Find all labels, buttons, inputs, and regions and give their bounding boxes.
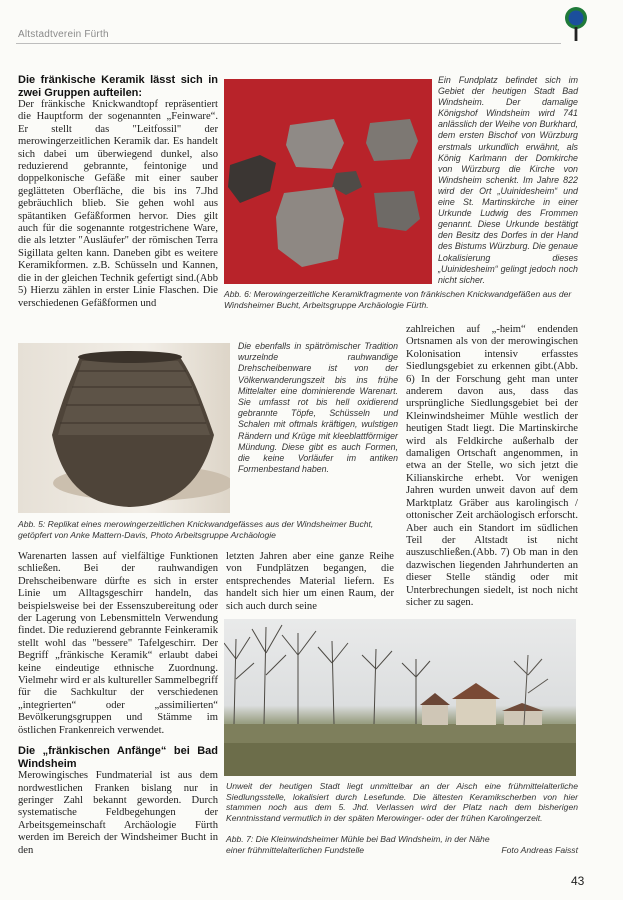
section-1 bbox=[18, 74, 218, 310]
society-logo-icon bbox=[563, 6, 589, 42]
figure-7-photo bbox=[224, 619, 576, 776]
figure-7-note: Unweit der heutigen Stadt liegt unmittelbar an der Aisch eine frühmittelalterliche Siedlungsstelle, lokalisiert durch Lesefunde. Die ältesten Keramikscherben von hier stammen noch aus dem 5. Jhd. Verlassen wird der Platz nach dem bisherigen Kenntnisstand vermutlich in der späten Merowinger- oder der frühen Karolingerzeit. bbox=[226, 781, 578, 823]
section-1-heading: Die fränkische Keramik lässt sich in zwei Gruppen aufteilen: bbox=[18, 74, 218, 99]
right-column-text: zahlreichen auf „-heim“ endenden Ortsnamen als von der merowingischen Kolonisation intensiv erfasstes Siedlungsgebiet zu erkennen gibt.(Abb. 6) In der Forschung geht man unter anderem davon aus, dass das ursprüngliche Siedlungsgebiet bei der Kleinwindsheimer Mühle westlich der heutigen Stadt liegt. Die Martinskirche wird als Feldkirche außerhalb der damaligen Ortschaft angenommen, in etwa an der Stelle, wo sich jetzt die Kilianskirche erhebt. Vor wenigen Jahren wurden unweit davon auf dem Marktplatz Gräber aus karolingisch / ottonischer Zeit archäologisch erforscht. Aber auch ein Standort im südlichen Teil der Altstadt ist nicht auszuschließen.(Abb. 7) Ob man in den dazwischen liegenden Jahrhunderten an dieser Stelle ständig oder mit Unterbrechungen siedelt, ist noch nicht sicher zu sagen. bbox=[406, 324, 578, 608]
figure-7-caption: Abb. 7: Die Kleinwindsheimer Mühle bei Bad Windsheim, in der Nähe einer frühmittelalterlichen Fundstelle bbox=[226, 834, 490, 855]
left-lower-text bbox=[18, 551, 218, 857]
pot-replica-image bbox=[18, 343, 230, 513]
middle-column-text: letzten Jahren aber eine ganze Reihe von Fundplätzen begangen, die entsprechendes Material liefern. Es handelt sich hier um einen Raum, der sich auch durch seine bbox=[226, 551, 394, 612]
rough-ware-note: Die ebenfalls in spätrömischer Tradition wurzelnde rauhwandige Drehscheibenware ist von der Völkerwanderungszeit bis ins frühe Mittelalter eine dominierende Warenart. Sie umfasst rot bis hell oxidierend gebrannte Töpfe, Schüsseln und Schalen mit oftmals kräftigen, wulstigen Rändern und Krüge mit kleeblattförmiger Mündung. Diese gibt es auch Formen, die keine Vorläufer im antiken Formenbestand haben. bbox=[238, 341, 398, 475]
figure-6-photo bbox=[224, 79, 432, 284]
header-rule bbox=[16, 43, 561, 44]
section-2-heading: Die „fränkischen Anfänge“ bei Bad Windsheim bbox=[18, 745, 218, 770]
figure-5-photo bbox=[18, 343, 230, 513]
pottery-fragments-image bbox=[224, 79, 432, 284]
section-1-body: Der fränkische Knickwandtopf repräsentiert die Hauptform der sogenannten „Feinware“. Er stellt das "Leitfossil" der merowingerzeitlichen Keramik dar. Es handelt sich dabei um überwiegend dunkel, also reduzierend gebrannte, feintonige und doppelkonische Gefäße mit einer sauber geglätteten Oberfläche, die bis ins 7.Jhd gebräuchlich blieb. Sie gehen wohl aus spätantiken Gefäßformen hervor. Dies gilt auch für die sogenannte rotgestrichene Ware, die als letzter "Ausläufer" der römischen Terra Sigillata gelten kann. Daneben gibt es weitere Keramikformen. z.B. Schüsseln und Kannen, die in der gleichen Technik gefertigt sind.(Abb 5) Hierzu zählen in erster Linie Flaschen. Die verschiedenen Gefäßformen und bbox=[18, 99, 218, 309]
landscape-mill-image bbox=[224, 619, 576, 776]
sidebar-note: Ein Fundplatz befindet sich im Gebiet der heutigen Stadt Bad Windsheim. Der damalige Königshof Windsheim wird 741 anlässlich der Weihe von Burkhard, dem ersten Bischof von Würzburg erstmals urkundlich erwähnt, als König Karlmann der Domkirche von Würzburg die Kirche von Windsheim schenkt. Im Jahre 822 wird der Ort „Uuinidesheim“ und eine St. Martinskirche in einer Urkunde Ludwig des Frommen genannt. Diese Urkunde bestätigt den Besitz des Dorfes in der Hand des Bistums Würzburg. Die genaue Lokalisierung dieses „Uuinidesheim“ gelingt jedoch noch nicht sicher. bbox=[438, 75, 578, 285]
running-header: Altstadtverein Fürth bbox=[18, 29, 109, 40]
figure-7-credit: Foto Andreas Faisst bbox=[501, 845, 578, 855]
figure-6-caption: Abb. 6: Merowingerzeitliche Keramikfragmente von fränkischen Knickwandgefäßen aus der Windsheimer Bucht, Arbeitsgruppe Archäologie Fürth. bbox=[224, 289, 572, 310]
figure-5-caption: Abb. 5: Replikat eines merowingerzeitlichen Knickwandgefässes aus der Windsheimer Bucht, getöpfert von Anke Mattern-Davis, Photo Arbeitsgruppe Archäologie bbox=[18, 519, 374, 540]
section-2-body: Merowingisches Fundmaterial ist aus dem nordwestlichen Franken bislang nur in geringer Zahl bekannt geworden. Durch systematische Feldbegehungen der Arbeitsgemeinschaft Archäologie Fürth werden im Bereich der Windsheimer Bucht in den bbox=[18, 770, 218, 856]
page-number: 43 bbox=[571, 874, 585, 888]
left-lower-body: Warenarten lassen auf vielfältige Funktionen schließen. Bei der rauhwandigen Drehscheibenware dürfte es sich in erster Linie um Alltagsgeschirr handeln, das beispielsweise bei der Essenszubereitung oder der Lagerung von Lebensmitteln Verwendung findet. Die reduzierend gebrannte Feinkeramik stellt wohl das "bessere" Tafelgeschirr. Der Begriff „fränkische Keramik“ erlaubt dabei keine eindeutige ethnische Zuordnung. Vielmehr wird er als kultureller Sammelbegriff für die Sachkultur der verschiedenen „integrierten“ oder „assimilierten“ Bevölkerungsgruppen und Stämme im östlichen Frankenreich verwendet. bbox=[18, 551, 218, 736]
